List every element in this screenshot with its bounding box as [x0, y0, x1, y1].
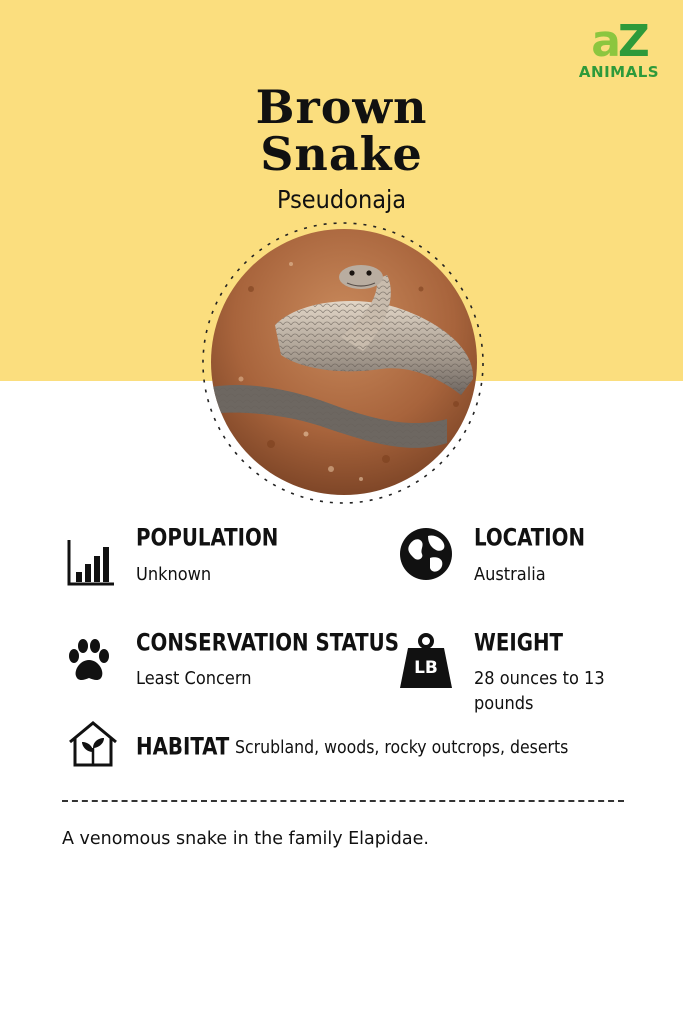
habitat-label: HABITAT: [136, 734, 230, 761]
logo-letter-a: a: [591, 16, 618, 67]
weight-value-line-2: pounds: [474, 693, 534, 714]
globe-icon: [398, 526, 454, 582]
title-line-1: Brown: [255, 80, 428, 134]
bar-chart-icon: [66, 538, 116, 588]
snake-photo: [211, 229, 477, 495]
weight-icon-text: LB: [414, 658, 438, 678]
house-plant-icon: [66, 720, 120, 768]
conservation-status-label: CONSERVATION STATUS: [136, 630, 399, 657]
logo-text: ANIMALS: [578, 63, 660, 81]
scientific-name: Pseudonaja: [276, 185, 407, 214]
logo-letter-z: Z: [617, 16, 647, 67]
conservation-status-value: Least Concern: [136, 668, 252, 689]
weight-icon: [398, 632, 454, 690]
habitat-value: Scrubland, woods, rocky outcrops, deserts: [235, 738, 569, 758]
description: A venomous snake in the family Elapidae.: [62, 829, 429, 849]
weight-label: WEIGHT: [474, 630, 564, 657]
section-divider: [62, 800, 624, 802]
population-value: Unknown: [136, 564, 212, 585]
location-label: LOCATION: [474, 525, 586, 552]
weight-value-line-1: 28 ounces to 13: [474, 668, 605, 689]
az-animals-logo[interactable]: [576, 16, 662, 86]
paw-icon: [64, 638, 114, 686]
logo-letters: [576, 16, 662, 67]
location-value: Australia: [474, 564, 546, 585]
title-line-2: Snake: [260, 127, 423, 181]
population-label: POPULATION: [136, 525, 279, 552]
